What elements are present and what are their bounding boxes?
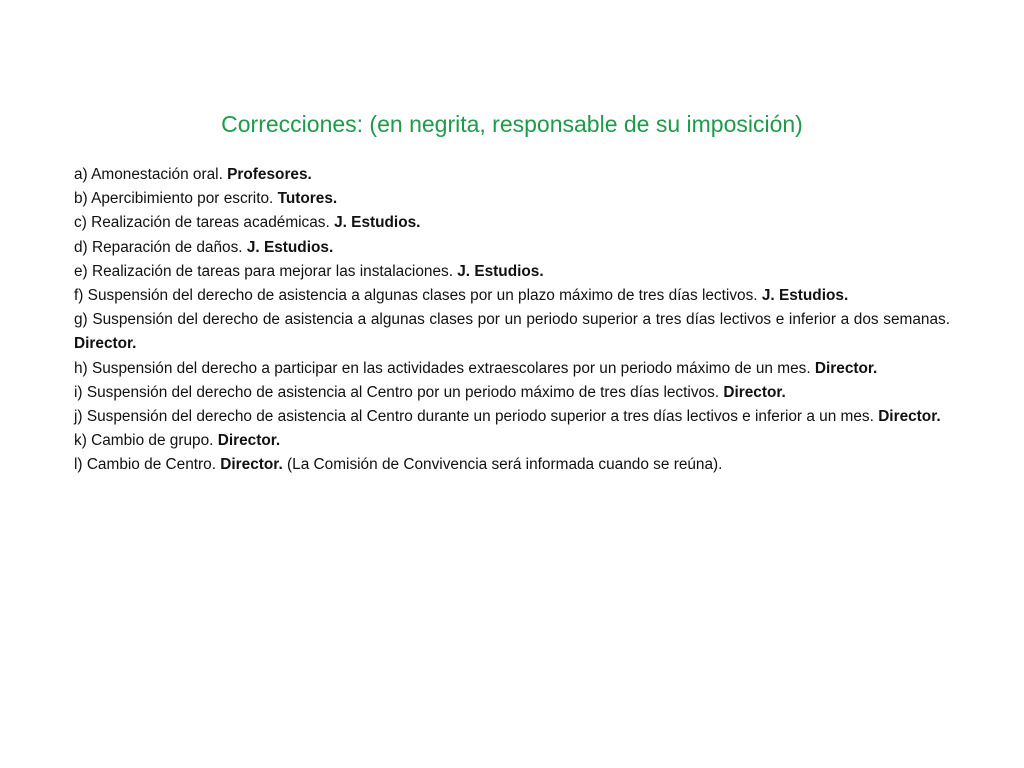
item-text: c) Realización de tareas académicas. — [74, 214, 335, 232]
item-text: l) Cambio de Centro. — [74, 456, 221, 474]
list-item — [74, 236, 950, 260]
list-item — [74, 187, 950, 211]
item-text: g) Suspensión del derecho de asistencia a algunas clases por un periodo superior a tres días lectivos e inferior a dos semanas. — [74, 311, 950, 329]
list-item — [74, 260, 950, 284]
item-text: d) Reparación de daños. — [74, 238, 247, 256]
list-item — [74, 211, 950, 235]
item-text: h) Suspensión del derecho a participar en las actividades extraescolares por un periodo máximo de un mes. — [74, 359, 815, 377]
item-note: (La Comisión de Convivencia será informada cuando se reúna). — [282, 456, 723, 474]
item-responsible: J. Estudios. — [761, 287, 849, 305]
list-item — [74, 453, 950, 477]
item-text: j) Suspensión del derecho de asistencia al Centro durante un periodo superior a tres días lectivos e inferior a un mes. — [74, 408, 879, 426]
item-text: e) Realización de tareas para mejorar las instalaciones. — [74, 262, 458, 280]
item-responsible: J. Estudios. — [457, 262, 544, 280]
list-item — [74, 284, 950, 308]
item-responsible: Tutores. — [277, 190, 338, 208]
item-responsible: Director. — [814, 359, 878, 377]
item-responsible: J. Estudios. — [246, 238, 334, 256]
item-text: i) Suspensión del derecho de asistencia al Centro por un periodo máximo de tres días lectivos. — [74, 383, 724, 401]
item-responsible: Director. — [217, 432, 281, 450]
list-item — [74, 405, 950, 429]
item-text: b) Apercibimiento por escrito. — [74, 190, 278, 208]
list-item — [74, 357, 950, 381]
item-responsible: Profesores. — [227, 166, 312, 183]
item-text: f) Suspensión del derecho de asistencia a algunas clases por un plazo máximo de tres días lectivos. — [74, 287, 762, 305]
item-responsible: Director. — [220, 456, 283, 474]
item-text: k) Cambio de grupo. — [74, 432, 218, 450]
item-responsible: Director. — [74, 335, 137, 353]
list-item — [74, 429, 950, 453]
item-responsible: J. Estudios. — [334, 214, 421, 232]
list-item — [74, 381, 950, 405]
list-item — [74, 163, 950, 187]
list-item — [74, 308, 950, 356]
item-responsible: Director. — [723, 383, 786, 401]
item-responsible: Director. — [878, 408, 941, 426]
slide-title: Correcciones: (en negrita, responsable de su imposición) — [221, 111, 803, 137]
item-text: a) Amonestación oral. — [74, 166, 228, 183]
corrections-list — [74, 163, 950, 478]
